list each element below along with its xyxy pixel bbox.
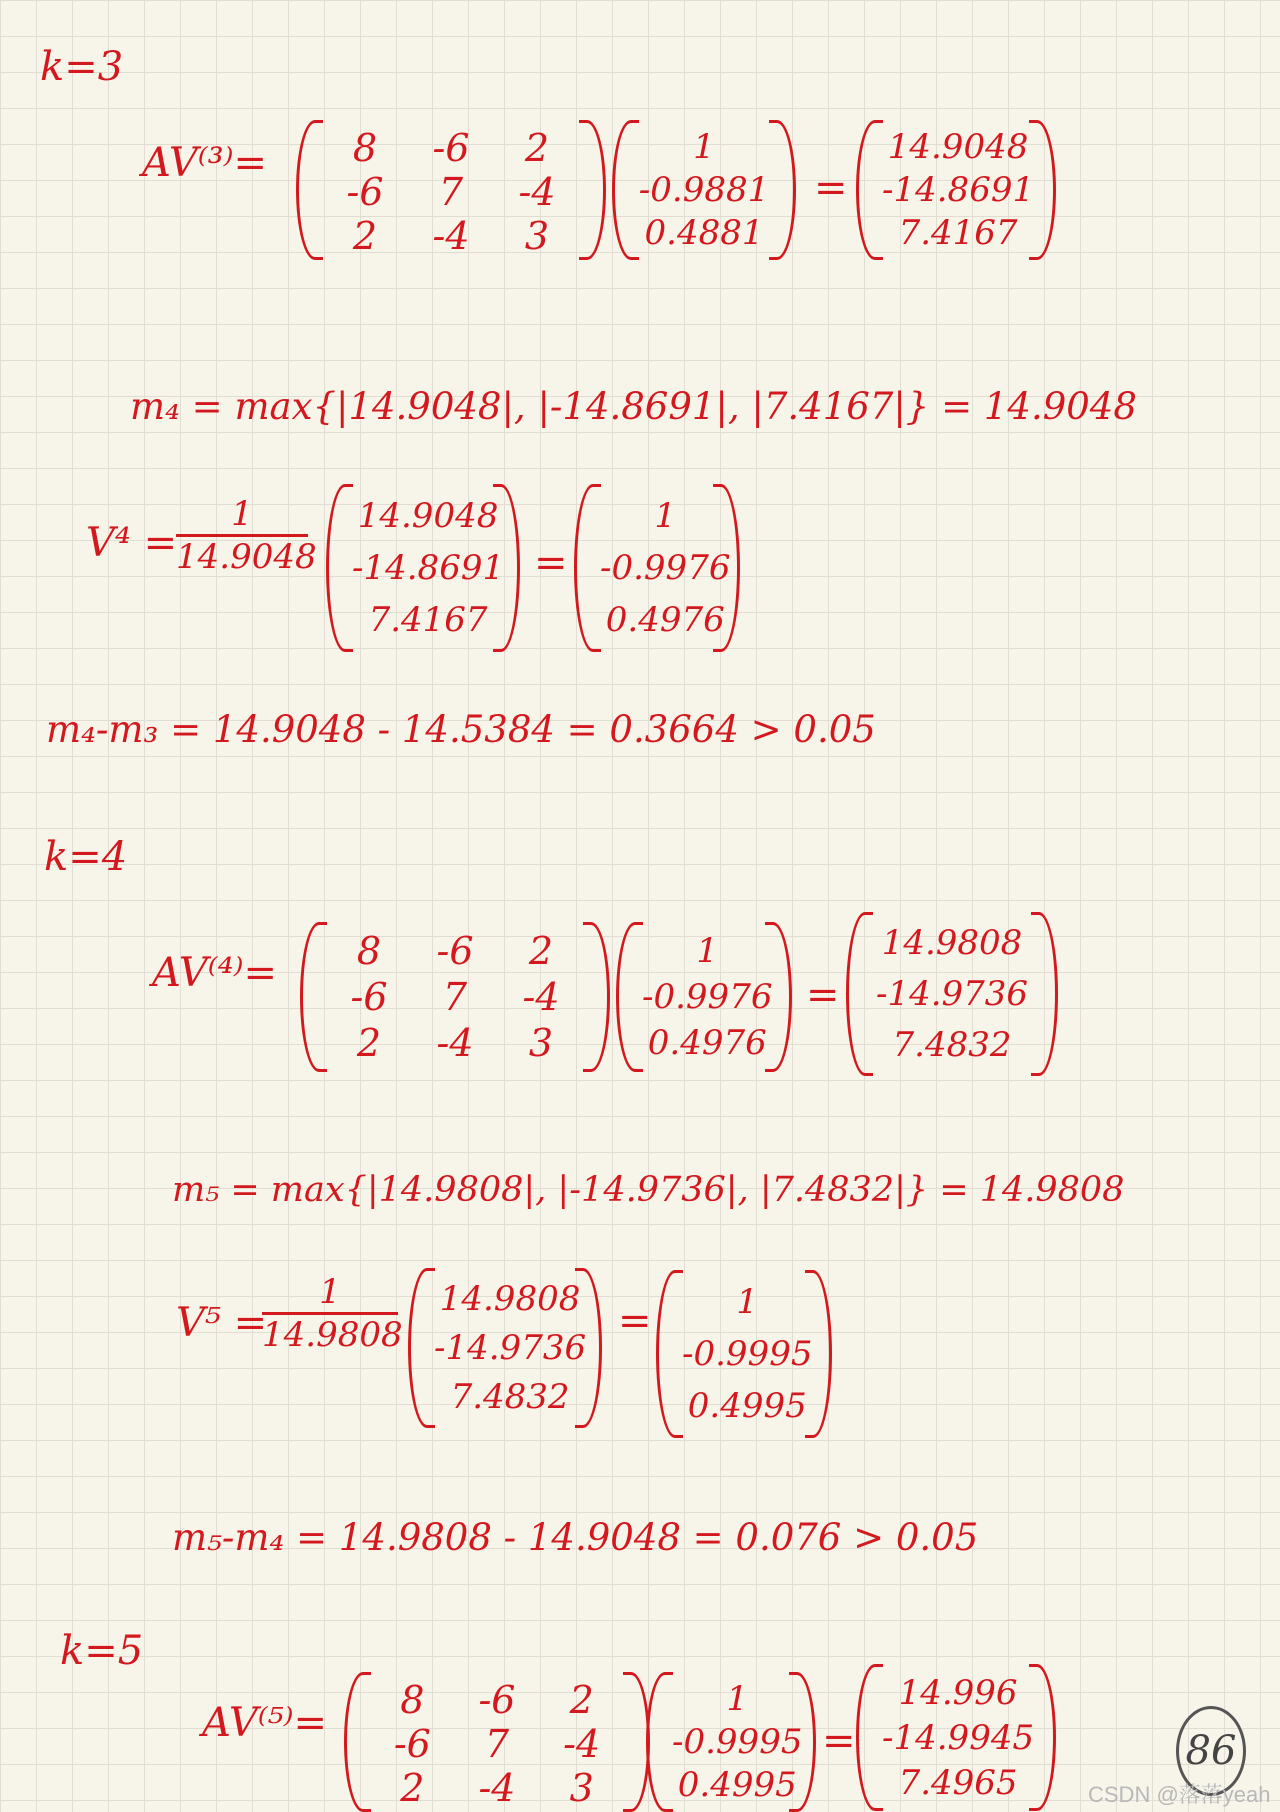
k3-m-line: m₄ = max{|14.9048|, |-14.8691|, |7.4167|} = 14.9048 <box>130 385 1137 428</box>
k5-a-10: -6 <box>393 1722 431 1766</box>
k3-v-2: 0.4881 <box>644 212 764 253</box>
k3-frac-den: 14.9048 <box>176 537 317 577</box>
k5-matrix-a <box>344 1672 650 1812</box>
k4-a-20: 2 <box>356 1021 382 1065</box>
k3-av-label: AV⁽³⁾= <box>142 140 267 186</box>
k3-a-01: -6 <box>432 126 470 170</box>
k5-equals: = <box>822 1718 856 1764</box>
k4-equals: = <box>806 972 840 1018</box>
k4-fraction <box>262 1272 403 1355</box>
k5-a-02: 2 <box>569 1678 594 1722</box>
k3-n-1: -0.9976 <box>600 548 731 588</box>
k4-vector-norm <box>656 1270 832 1438</box>
k5-r-0: 14.996 <box>898 1672 1018 1713</box>
k3-matrix-a <box>296 120 606 260</box>
k3-r-1: -14.8691 <box>882 169 1035 210</box>
k3-a-22: 3 <box>524 214 550 258</box>
k3-v-0: 1 <box>693 127 715 168</box>
k4-a-11: 7 <box>442 975 468 1019</box>
k5-av-label: AV⁽⁵⁾= <box>202 1700 327 1746</box>
k4-r-1: -14.9736 <box>875 973 1029 1014</box>
k4-label: k=4 <box>44 834 128 880</box>
k5-a-20: 2 <box>400 1766 425 1810</box>
k4-a-02: 2 <box>528 929 554 973</box>
k4-diff-line: m₅-m₄ = 14.9808 - 14.9048 = 0.076 > 0.05 <box>172 1516 979 1559</box>
k4-v-1: -0.9976 <box>642 977 773 1017</box>
k4-vector-unnorm <box>408 1268 602 1428</box>
k3-a-10: -6 <box>346 170 384 214</box>
k3-label: k=3 <box>40 44 124 90</box>
page-number: 86 <box>1185 1728 1237 1774</box>
k3-v-1: -0.9881 <box>638 169 770 210</box>
k5-label: k=5 <box>60 1628 144 1674</box>
k4-n-0: 1 <box>736 1282 759 1322</box>
k5-a-11: 7 <box>484 1722 510 1766</box>
k3-n-0: 1 <box>654 496 677 536</box>
k3-r-2: 7.4167 <box>898 212 1018 253</box>
k4-v-2: 0.4976 <box>647 1023 767 1063</box>
k3-vector-unnorm <box>326 484 520 652</box>
k4-v-0: 1 <box>696 931 719 971</box>
k3-frac-num: 1 <box>176 494 308 537</box>
k4-u-0: 14.9808 <box>439 1278 581 1319</box>
k3-u-2: 7.4167 <box>368 600 488 640</box>
k3-equals-2: = <box>534 540 568 586</box>
k4-u-2: 7.4832 <box>450 1377 570 1418</box>
k5-v-1: -0.9995 <box>672 1721 803 1762</box>
k4-n-1: -0.9995 <box>682 1334 813 1374</box>
k3-a-12: -4 <box>518 170 556 214</box>
k4-matrix-a <box>300 922 610 1072</box>
k5-a-22: 3 <box>569 1766 594 1810</box>
k5-av-result <box>856 1664 1056 1811</box>
k4-a-01: -6 <box>436 929 474 973</box>
k4-a-22: 3 <box>528 1021 554 1065</box>
k3-v-label: V⁴ = <box>86 520 178 566</box>
k4-av-label: AV⁽⁴⁾= <box>152 950 277 996</box>
k4-frac-num: 1 <box>262 1272 398 1315</box>
k4-vector-v <box>616 922 792 1072</box>
k4-v-label: V⁵ = <box>176 1300 268 1346</box>
k4-av-result <box>846 912 1058 1076</box>
k5-vector-v <box>646 1672 816 1812</box>
k5-a-12: -4 <box>563 1722 601 1766</box>
k5-r-1: -14.9945 <box>882 1717 1035 1758</box>
k4-n-2: 0.4995 <box>687 1386 807 1426</box>
k3-r-0: 14.9048 <box>887 127 1029 168</box>
k4-equals-2: = <box>618 1298 652 1344</box>
k5-v-2: 0.4995 <box>677 1764 797 1805</box>
watermark: CSDN @落落yeah <box>1088 1782 1271 1807</box>
k4-a-10: -6 <box>350 975 388 1019</box>
k4-m-line: m₅ = max{|14.9808|, |-14.9736|, |7.4832|} = 14.9808 <box>172 1170 1125 1210</box>
k3-a-00: 8 <box>352 126 378 170</box>
k5-a-21: -4 <box>478 1766 516 1810</box>
k3-u-0: 14.9048 <box>357 496 499 536</box>
k3-a-11: 7 <box>438 170 464 214</box>
k3-a-21: -4 <box>432 214 470 258</box>
k3-diff-line: m₄-m₃ = 14.9048 - 14.5384 = 0.3664 > 0.05 <box>46 708 876 751</box>
k3-a-02: 2 <box>524 126 550 170</box>
k4-r-2: 7.4832 <box>892 1024 1012 1065</box>
k4-a-12: -4 <box>522 975 560 1019</box>
k5-r-2: 7.4965 <box>898 1762 1018 1803</box>
k3-av-result <box>856 120 1056 260</box>
k4-a-21: -4 <box>436 1021 474 1065</box>
k3-equals: = <box>814 165 848 211</box>
k5-v-0: 1 <box>726 1679 749 1720</box>
k4-r-0: 14.9808 <box>881 923 1023 964</box>
k4-frac-den: 14.9808 <box>262 1315 403 1355</box>
k3-a-20: 2 <box>352 214 378 258</box>
k5-a-00: 8 <box>400 1678 425 1722</box>
k5-a-01: -6 <box>478 1678 516 1722</box>
k3-n-2: 0.4976 <box>605 600 725 640</box>
k3-vector-norm <box>574 484 740 652</box>
k3-vector-v <box>612 120 796 260</box>
k4-u-1: -14.9736 <box>434 1327 587 1368</box>
k4-a-00: 8 <box>356 929 382 973</box>
k3-fraction <box>176 494 317 577</box>
k3-u-1: -14.8691 <box>352 548 505 588</box>
